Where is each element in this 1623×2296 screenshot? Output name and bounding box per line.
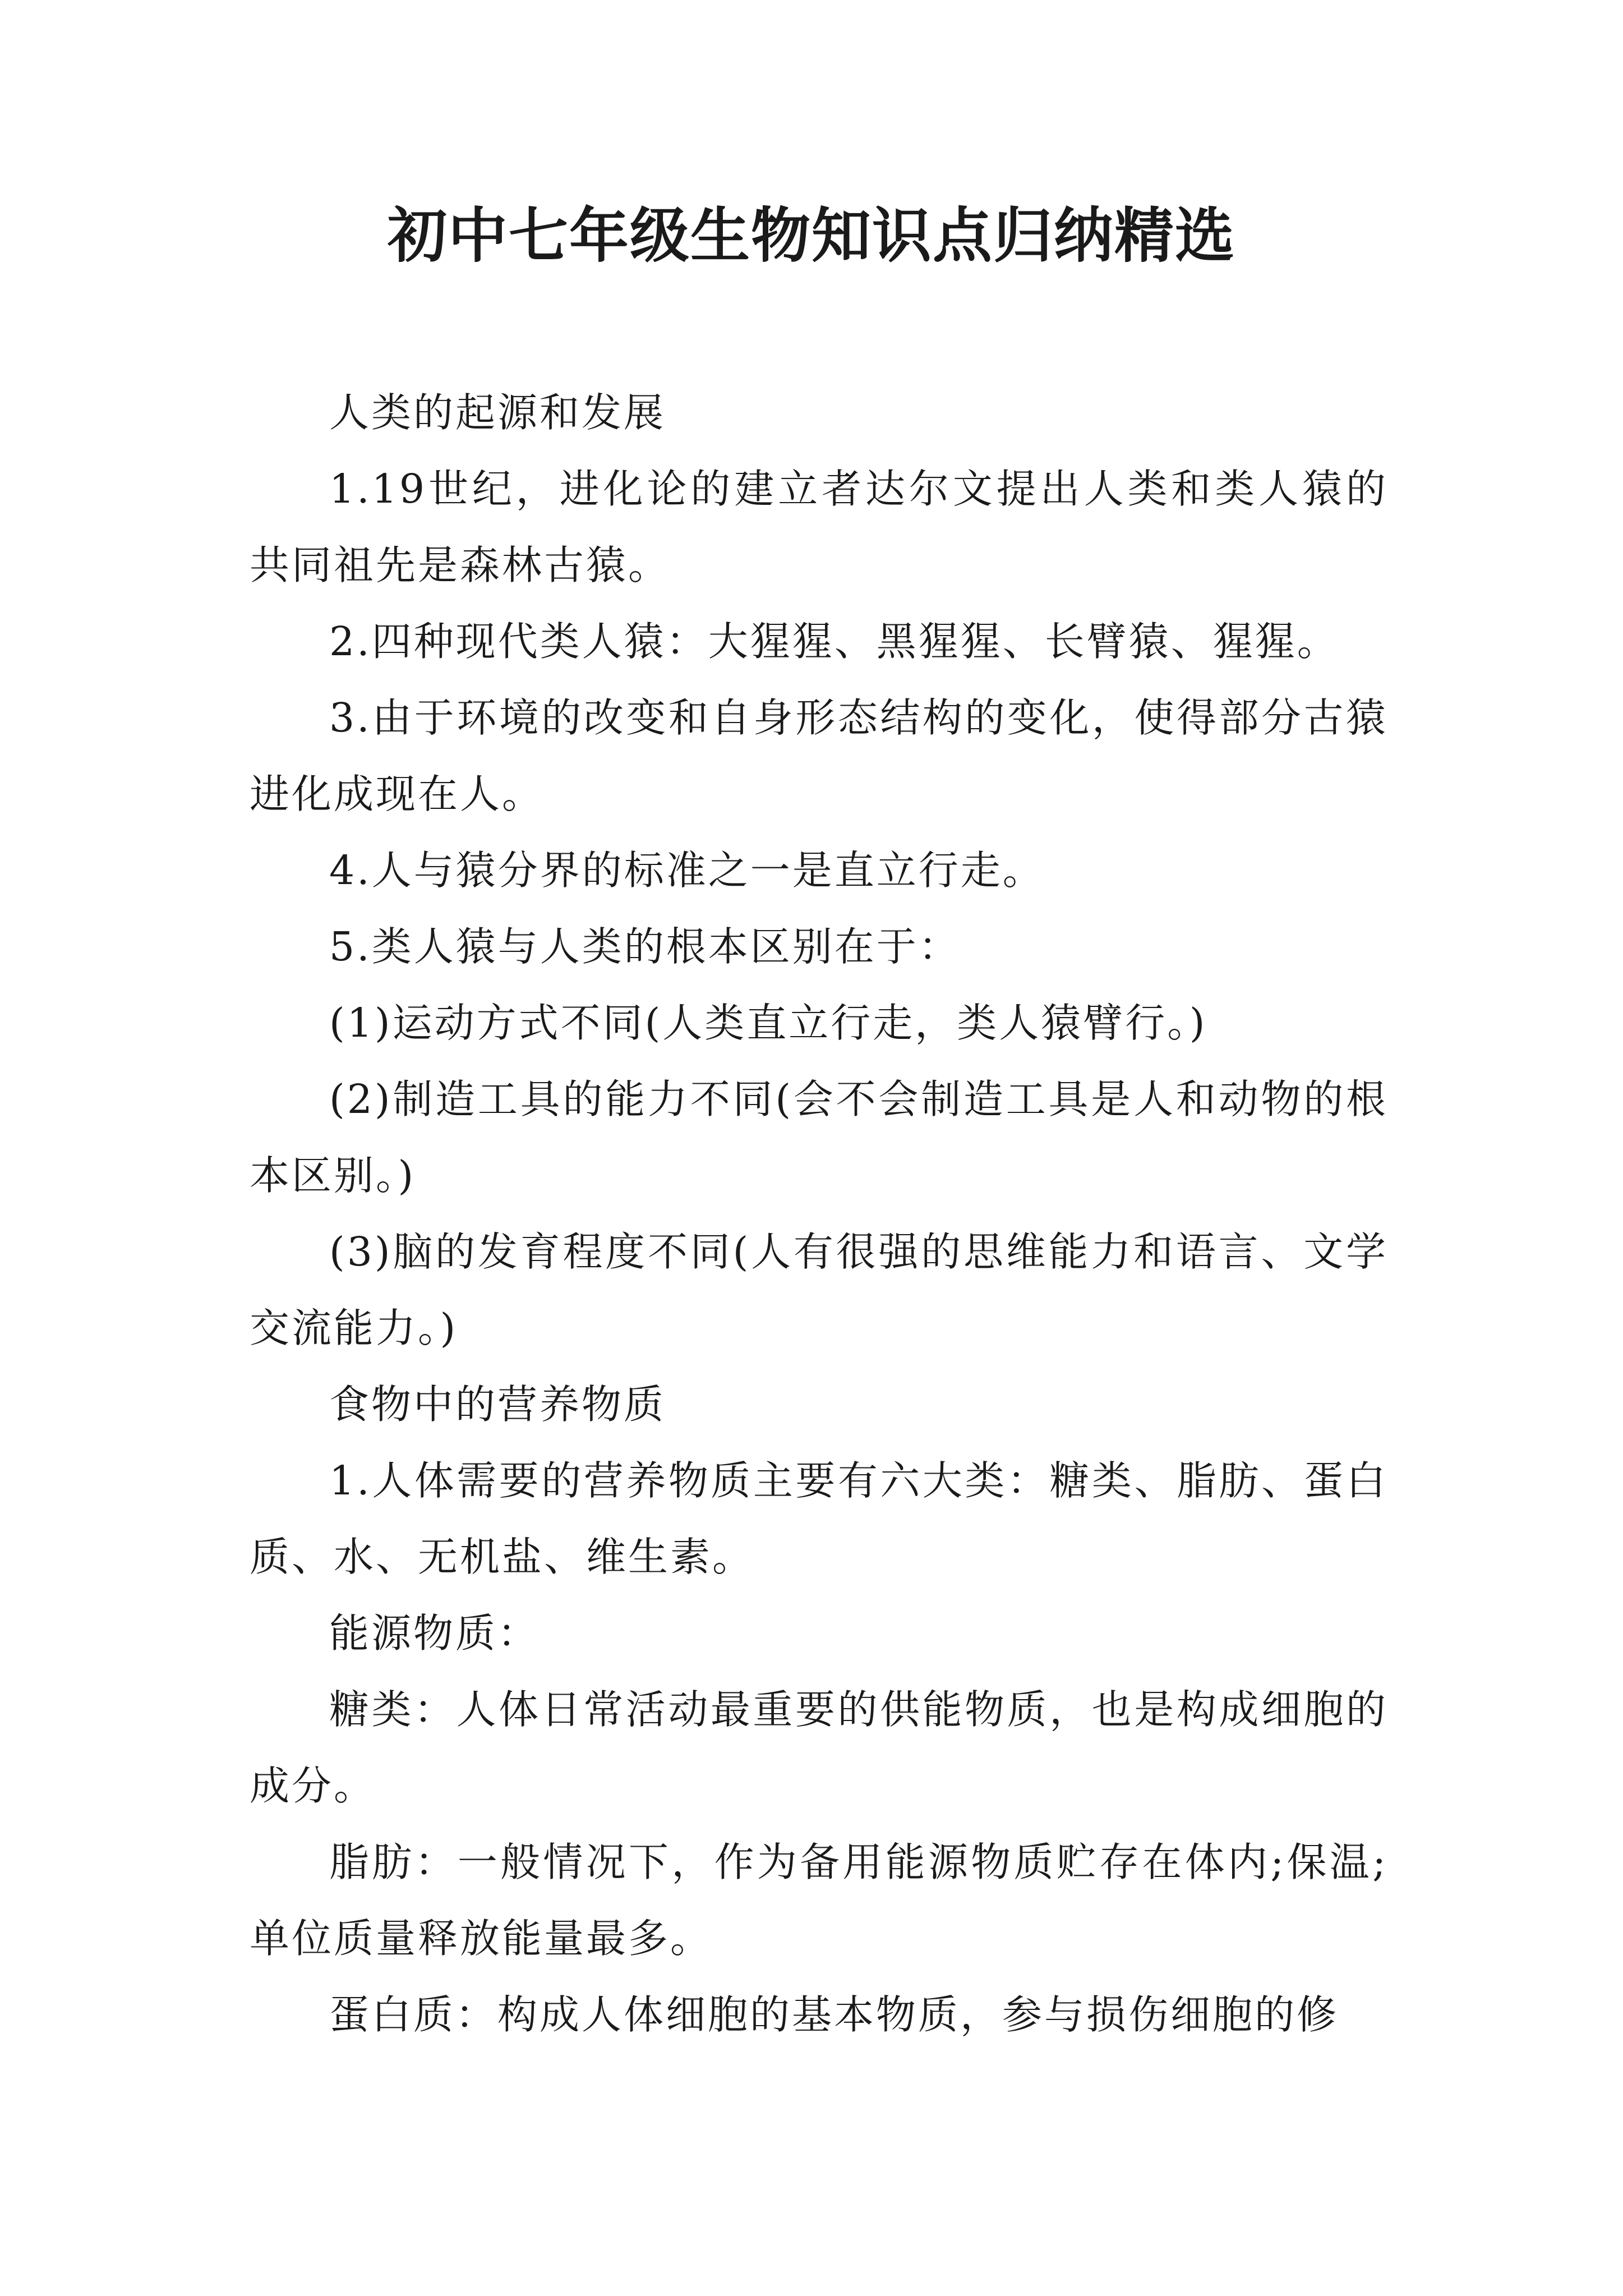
paragraph: (3)脑的发育程度不同(人有很强的思维能力和语言、文学交流能力。) — [250, 1228, 1388, 1351]
paragraph: 2.四种现代类人猿：大猩猩、黑猩猩、长臂猿、猩猩。 — [329, 618, 1339, 665]
paragraph: 4.人与猿分界的标准之一是直立行走。 — [329, 847, 1045, 894]
paragraph: 糖类：人体日常活动最重要的供能物质，也是构成细胞的成分。 — [250, 1686, 1388, 1809]
document-title: 初中七年级生物知识点归纳精选 — [388, 200, 1235, 270]
section-heading-nutrients: 食物中的营养物质 — [329, 1381, 666, 1428]
paragraph: (2)制造工具的能力不同(会不会制造工具是人和动物的根本区别。) — [250, 1076, 1388, 1199]
paragraph: (1)运动方式不同(人类直立行走，类人猿臂行。) — [329, 1000, 1207, 1046]
paragraph: 蛋白质：构成人体细胞的基本物质，参与损伤细胞的修 — [329, 1991, 1339, 2038]
paragraph: 1.19世纪，进化论的建立者达尔文提出人类和类人猿的共同祖先是森林古猿。 — [250, 466, 1388, 588]
paragraph: 3.由于环境的改变和自身形态结构的变化，使得部分古猿进化成现在人。 — [250, 694, 1388, 817]
paragraph: 1.人体需要的营养物质主要有六大类：糖类、脂肪、蛋白质、水、无机盐、维生素。 — [250, 1457, 1388, 1580]
section-heading-human-origin: 人类的起源和发展 — [329, 389, 666, 436]
paragraph: 能源物质： — [329, 1610, 540, 1657]
paragraph: 脂肪：一般情况下，作为备用能源物质贮存在体内;保温;单位质量释放能量最多。 — [250, 1839, 1388, 1962]
paragraph: 5.类人猿与人类的根本区别在于： — [329, 923, 961, 970]
document-body — [250, 375, 1388, 2053]
